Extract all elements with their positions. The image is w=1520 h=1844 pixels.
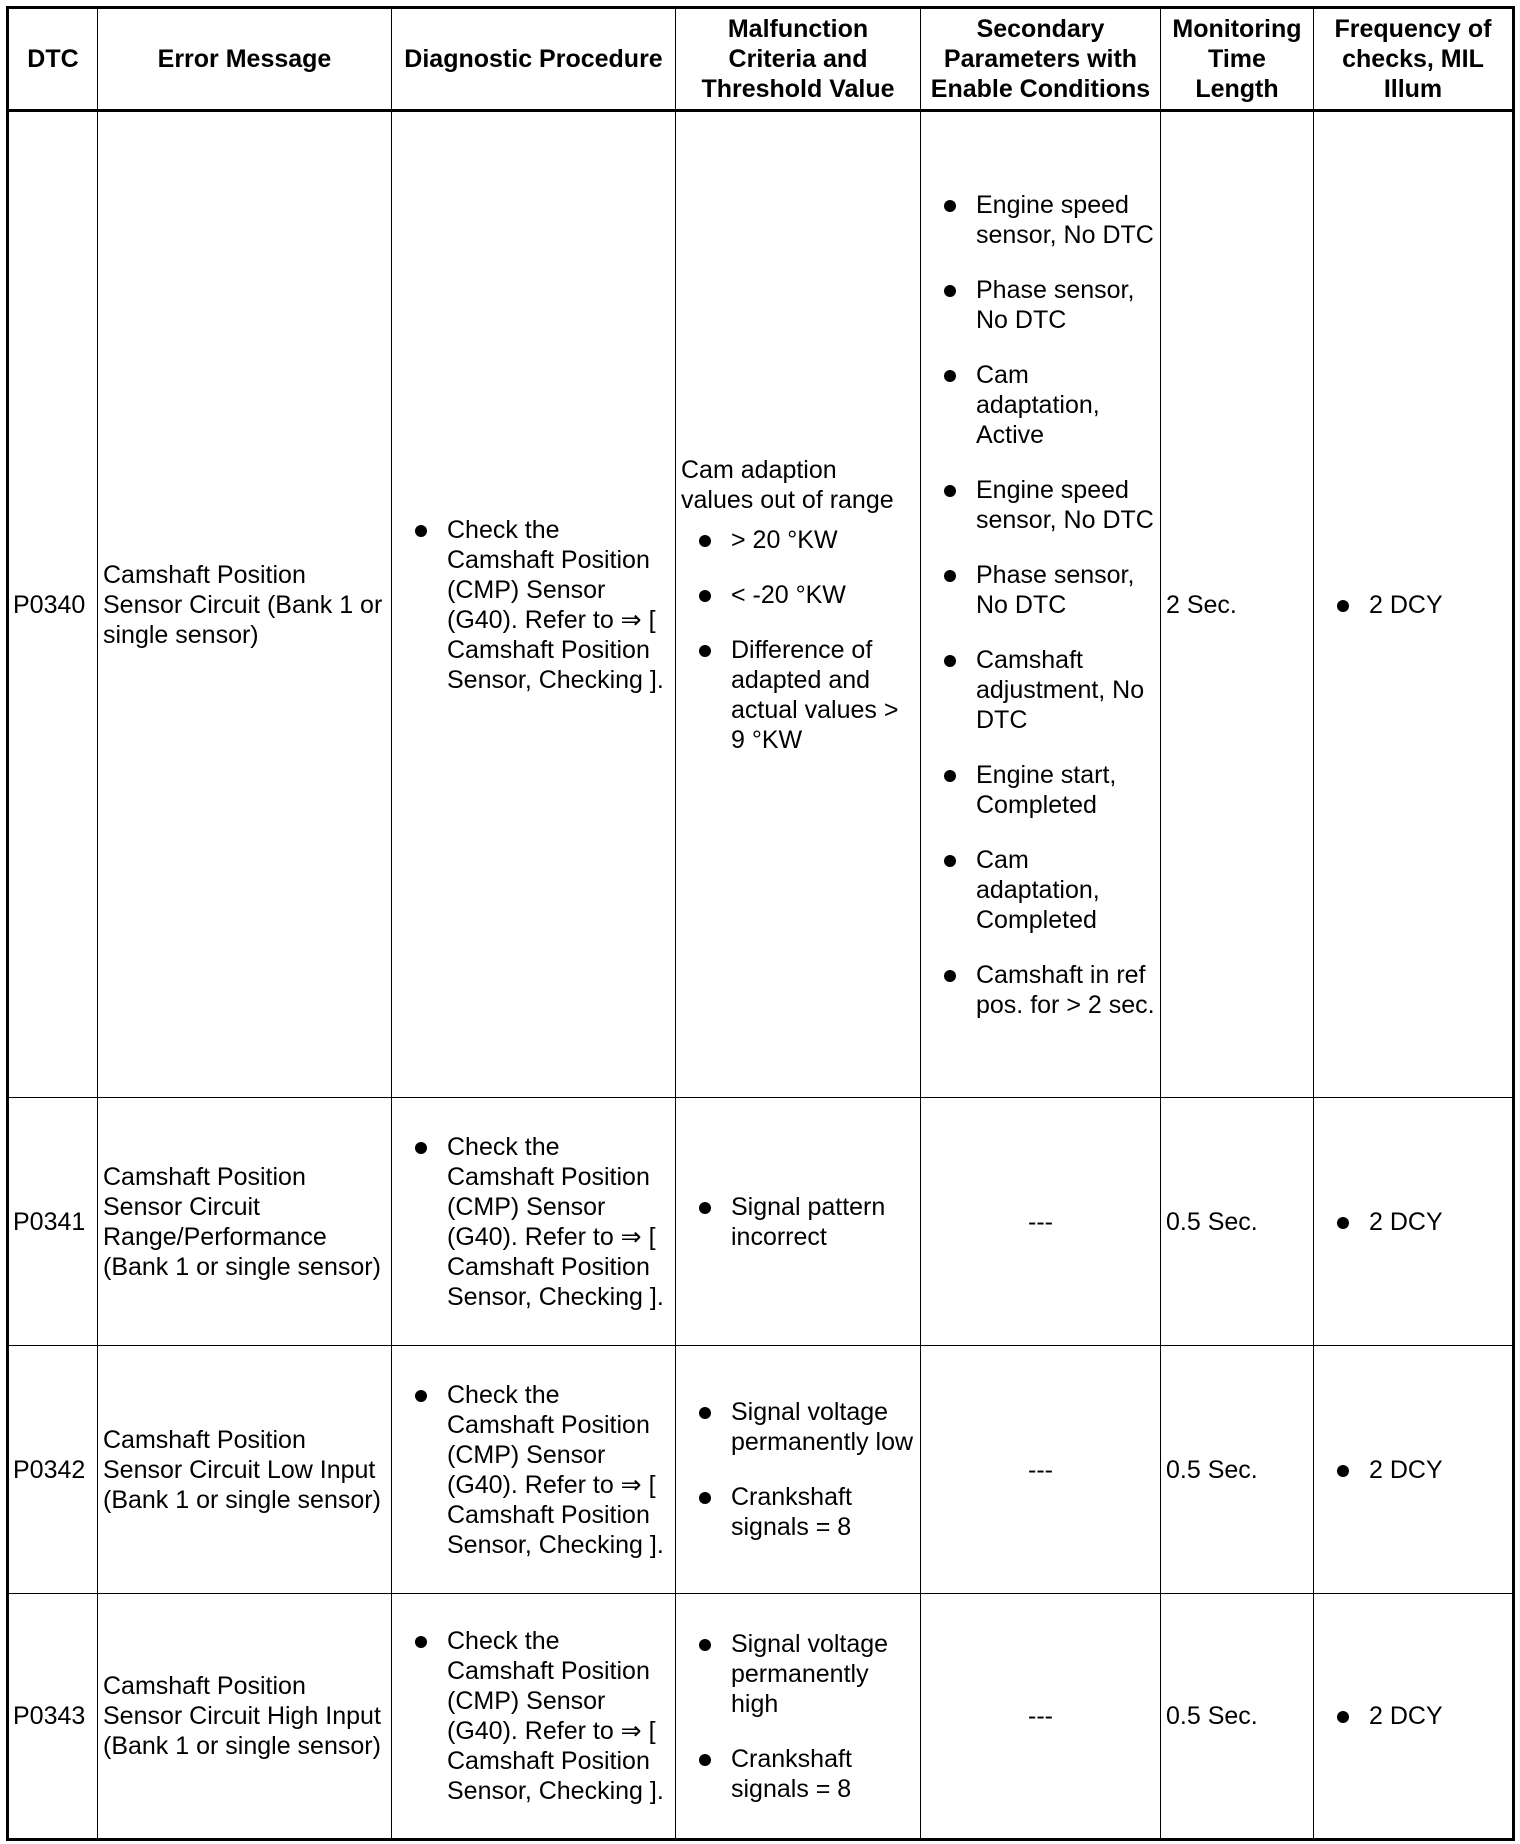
diagnostic-procedure <box>392 111 676 1098</box>
secondary-item: Phase sensor, No DTC <box>926 560 1155 620</box>
dtc-code: P0340 <box>8 111 98 1098</box>
header-error-message: Error Message <box>98 8 392 111</box>
malfunction-criteria <box>676 1346 921 1594</box>
monitoring-time: 0.5 Sec. <box>1161 1098 1314 1346</box>
header-frequency: Frequency of checks, MIL Illum <box>1314 8 1514 111</box>
criteria-item: Crankshaft signals = 8 <box>681 1482 915 1542</box>
criteria-list <box>681 525 915 755</box>
table-row <box>8 1594 1514 1840</box>
secondary-item: Engine speed sensor, No DTC <box>926 190 1155 250</box>
procedure-item: Check the Camshaft Position (CMP) Sensor (G40). Refer to ⇒ [ Camshaft Position Sensor, Checking ]. <box>397 515 670 695</box>
secondary-item: Phase sensor, No DTC <box>926 275 1155 335</box>
frequency-item: 2 DCY <box>1319 1455 1507 1485</box>
header-secondary-parameters: Secondary Parameters with Enable Conditions <box>921 8 1161 111</box>
table-row <box>8 1346 1514 1594</box>
malfunction-criteria <box>676 1594 921 1840</box>
procedure-list <box>397 1380 670 1560</box>
error-message: Camshaft Position Sensor Circuit High Input (Bank 1 or single sensor) <box>98 1594 392 1840</box>
criteria-item: < -20 °KW <box>681 580 915 610</box>
monitoring-time: 0.5 Sec. <box>1161 1594 1314 1840</box>
secondary-item: Engine start, Completed <box>926 760 1155 820</box>
error-message: Camshaft Position Sensor Circuit (Bank 1 or single sensor) <box>98 111 392 1098</box>
frequency-item: 2 DCY <box>1319 590 1507 620</box>
table-row <box>8 111 1514 1098</box>
error-message: Camshaft Position Sensor Circuit Low Input (Bank 1 or single sensor) <box>98 1346 392 1594</box>
criteria-list <box>681 1192 915 1252</box>
criteria-item: Signal voltage permanently low <box>681 1397 915 1457</box>
header-monitoring-time: Monitoring Time Length <box>1161 8 1314 111</box>
secondary-parameters <box>921 111 1161 1098</box>
secondary-parameters: --- <box>921 1594 1161 1840</box>
secondary-item: Camshaft adjustment, No DTC <box>926 645 1155 735</box>
procedure-item: Check the Camshaft Position (CMP) Sensor (G40). Refer to ⇒ [ Camshaft Position Sensor, Checking ]. <box>397 1132 670 1312</box>
dtc-table <box>6 6 1515 1841</box>
secondary-list <box>926 190 1155 1020</box>
criteria-list <box>681 1397 915 1542</box>
dtc-code: P0343 <box>8 1594 98 1840</box>
secondary-item: Cam adaptation, Active <box>926 360 1155 450</box>
procedure-list <box>397 515 670 695</box>
dtc-code: P0342 <box>8 1346 98 1594</box>
diagnostic-procedure <box>392 1346 676 1594</box>
frequency <box>1314 1594 1514 1840</box>
criteria-item: Signal pattern incorrect <box>681 1192 915 1252</box>
diagnostic-procedure <box>392 1594 676 1840</box>
criteria-item: Crankshaft signals = 8 <box>681 1744 915 1804</box>
diagnostic-procedure <box>392 1098 676 1346</box>
frequency <box>1314 1346 1514 1594</box>
frequency-item: 2 DCY <box>1319 1701 1507 1731</box>
secondary-item: Camshaft in ref pos. for > 2 sec. <box>926 960 1155 1020</box>
monitoring-time: 2 Sec. <box>1161 111 1314 1098</box>
monitoring-time: 0.5 Sec. <box>1161 1346 1314 1594</box>
criteria-item: Difference of adapted and actual values > 9 °KW <box>681 635 915 755</box>
frequency-list <box>1319 1701 1507 1731</box>
frequency-list <box>1319 590 1507 620</box>
header-malfunction-criteria: Malfunction Criteria and Threshold Value <box>676 8 921 111</box>
malfunction-criteria <box>676 1098 921 1346</box>
error-message: Camshaft Position Sensor Circuit Range/Performance (Bank 1 or single sensor) <box>98 1098 392 1346</box>
criteria-lead: Cam adaption values out of range <box>681 455 894 514</box>
header-diagnostic-procedure: Diagnostic Procedure <box>392 8 676 111</box>
criteria-item: > 20 °KW <box>681 525 915 555</box>
frequency-list <box>1319 1207 1507 1237</box>
secondary-item: Engine speed sensor, No DTC <box>926 475 1155 535</box>
criteria-list <box>681 1629 915 1804</box>
secondary-item: Cam adaptation, Completed <box>926 845 1155 935</box>
malfunction-criteria <box>676 111 921 1098</box>
table-row <box>8 1098 1514 1346</box>
dtc-code: P0341 <box>8 1098 98 1346</box>
procedure-item: Check the Camshaft Position (CMP) Sensor (G40). Refer to ⇒ [ Camshaft Position Sensor, Checking ]. <box>397 1626 670 1806</box>
header-dtc: DTC <box>8 8 98 111</box>
procedure-list <box>397 1626 670 1806</box>
secondary-parameters: --- <box>921 1346 1161 1594</box>
procedure-item: Check the Camshaft Position (CMP) Sensor (G40). Refer to ⇒ [ Camshaft Position Sensor, Checking ]. <box>397 1380 670 1560</box>
frequency <box>1314 1098 1514 1346</box>
header-row <box>8 8 1514 111</box>
criteria-item: Signal voltage permanently high <box>681 1629 915 1719</box>
frequency-list <box>1319 1455 1507 1485</box>
frequency-item: 2 DCY <box>1319 1207 1507 1237</box>
frequency <box>1314 111 1514 1098</box>
procedure-list <box>397 1132 670 1312</box>
secondary-parameters: --- <box>921 1098 1161 1346</box>
